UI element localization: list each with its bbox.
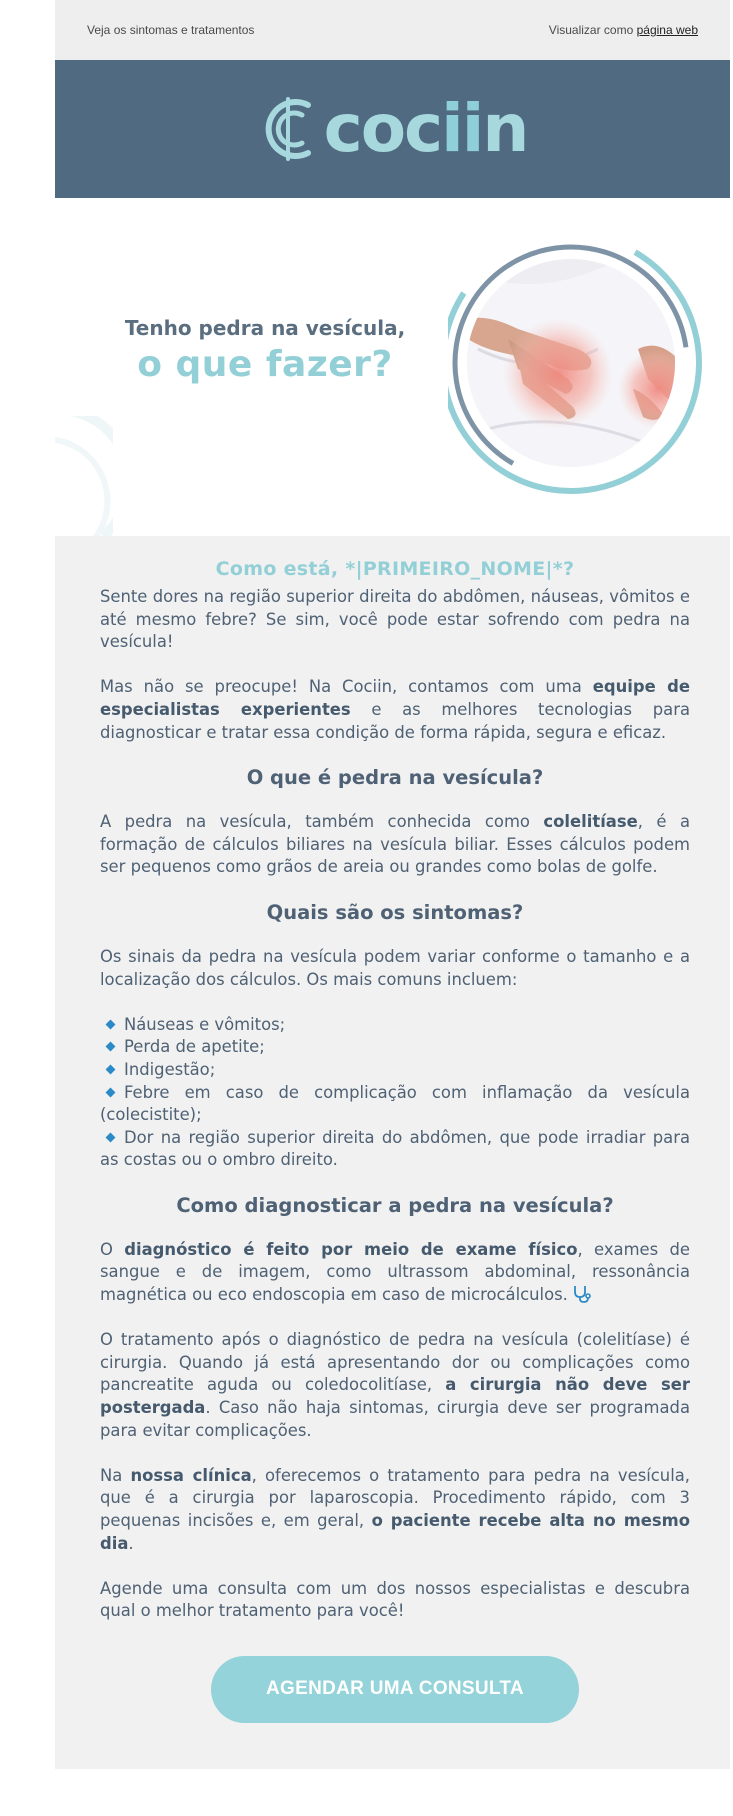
hero-banner bbox=[55, 198, 730, 536]
list-item bbox=[100, 1014, 690, 1037]
symptom-text: Indigestão; bbox=[124, 1059, 216, 1079]
clinic-text-e: . bbox=[128, 1533, 134, 1553]
brand-header bbox=[55, 60, 730, 198]
what-is-text-a: A pedra na vesícula, também conhecida como bbox=[100, 812, 544, 832]
diagnosis-paragraph bbox=[100, 1239, 690, 1307]
logo-text-prefix: coc bbox=[323, 90, 442, 167]
hero-title-line1: Tenho pedra na vesícula, bbox=[124, 316, 406, 340]
symptom-text: Dor na região superior direita do abdômen, que pode irradiar para as costas ou o ombro direito. bbox=[100, 1127, 690, 1170]
diamond-bullet-icon bbox=[106, 1019, 116, 1029]
intro-p2-text-a: Mas não se preocupe! Na Cociin, contamos com uma bbox=[100, 677, 593, 697]
main-content bbox=[55, 536, 730, 1769]
symptoms-intro: Os sinais da pedra na vesícula podem variar conforme o tamanho e a localização dos cálculos. Os mais comuns incluem: bbox=[100, 946, 690, 989]
logo-text-accent: ii bbox=[441, 90, 483, 167]
closing-paragraph: Agende uma consulta com um dos nossos especialistas e descubra qual o melhor tratamento para você! bbox=[100, 1578, 690, 1621]
diagnosis-text-c: , exames de sangue e de imagem, como ultrassom abdominal, ressonância magnética ou eco endoscopia em caso de microcálculos. bbox=[100, 1239, 690, 1305]
clinic-text-a: Na bbox=[100, 1465, 131, 1485]
section-title-diagnosis: Como diagnosticar a pedra na vesícula? bbox=[176, 1193, 614, 1217]
treatment-bold: a cirurgia não deve ser postergada bbox=[100, 1375, 690, 1418]
section-title-symptoms: Quais são os sintomas? bbox=[266, 900, 524, 924]
view-as-label: Visualizar como bbox=[548, 23, 637, 37]
preheader-text: Veja os sintomas e tratamentos bbox=[87, 23, 255, 37]
what-is-paragraph bbox=[100, 811, 690, 879]
diamond-bullet-icon bbox=[106, 1087, 116, 1097]
stethoscope-icon bbox=[572, 1285, 592, 1303]
preheader-bar bbox=[55, 0, 730, 60]
clinic-text-c: , oferecemos o tratamento para pedra na vesícula, que é a cirurgia por laparoscopia. Procedimento rápido, com 3 pequenas incisões e, em geral, bbox=[100, 1465, 690, 1530]
intro-paragraph-2 bbox=[100, 676, 690, 744]
clinic-bold-1: nossa clínica bbox=[130, 1465, 252, 1485]
email-container bbox=[55, 0, 730, 1769]
hero-title-line2: o que fazer? bbox=[137, 344, 393, 385]
schedule-appointment-button[interactable]: AGENDAR UMA CONSULTA bbox=[211, 1656, 579, 1723]
symptom-text: Febre em caso de complicação com inflamação da vesícula (colecistite); bbox=[100, 1082, 690, 1125]
treatment-text-a: O tratamento após o diagnóstico de pedra na vesícula (colelitíase) é cirurgia. Quando já está apresentando dor ou complicações como pancreatite aguda ou coledocolitíase, bbox=[100, 1330, 690, 1395]
diagnosis-bold: diagnóstico é feito por meio de exame físico bbox=[124, 1239, 578, 1259]
hero-photo bbox=[448, 229, 708, 501]
treatment-text-c: . Caso não haja sintomas, cirurgia deve ser programada para evitar complicações. bbox=[100, 1398, 690, 1440]
symptom-text: Perda de apetite; bbox=[124, 1037, 265, 1057]
greeting-heading: Como está, *|PRIMEIRO_NOME|*? bbox=[215, 558, 575, 580]
what-is-bold: colelitíase bbox=[543, 812, 638, 832]
cta-wrapper bbox=[100, 1656, 690, 1723]
list-item bbox=[100, 1127, 690, 1172]
cociin-logo-icon bbox=[258, 93, 320, 165]
treatment-paragraph bbox=[100, 1329, 690, 1442]
what-is-text-c: , é a formação de cálculos biliares na vesícula biliar. Esses cálculos podem ser pequenos como grãos de areia ou grandes como bolas de golfe. bbox=[100, 812, 690, 877]
section-title-what-is: O que é pedra na vesícula? bbox=[246, 766, 544, 790]
diagnosis-text-a: O bbox=[100, 1239, 125, 1259]
cociin-logo[interactable] bbox=[258, 90, 528, 167]
view-as-webpage bbox=[549, 23, 698, 37]
intro-p2-text-c: e as melhores tecnologias para diagnosticar e tratar essa condição de forma rápida, segura e eficaz. bbox=[100, 699, 690, 742]
webpage-link[interactable]: página web bbox=[636, 23, 698, 37]
diamond-bullet-icon bbox=[106, 1132, 116, 1142]
logo-wordmark bbox=[323, 90, 528, 167]
list-item bbox=[100, 1082, 690, 1127]
symptoms-list bbox=[100, 1014, 690, 1172]
clinic-paragraph bbox=[100, 1465, 690, 1555]
decorative-arc bbox=[55, 416, 113, 536]
logo-text-suffix: n bbox=[482, 90, 528, 167]
intro-paragraph-1: Sente dores na região superior direita do abdômen, náuseas, vômitos e até mesmo febre? Se sim, você pode estar sofrendo com pedra na vesícula! bbox=[100, 587, 690, 652]
diamond-bullet-icon bbox=[106, 1064, 116, 1074]
hero-headline bbox=[95, 316, 435, 385]
list-item bbox=[100, 1036, 690, 1059]
intro-p2-bold: equipe de especialistas experientes bbox=[100, 677, 690, 719]
list-item bbox=[100, 1059, 690, 1082]
symptom-text: Náuseas e vômitos; bbox=[124, 1014, 286, 1034]
clinic-bold-2: o paciente recebe alta no mesmo dia bbox=[100, 1511, 690, 1553]
diamond-bullet-icon bbox=[106, 1042, 116, 1052]
